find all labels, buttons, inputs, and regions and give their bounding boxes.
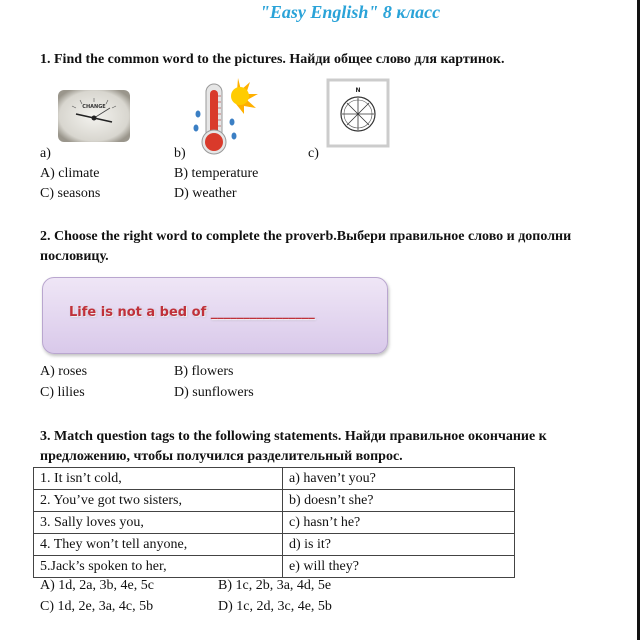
- q3-option-d[interactable]: D) 1c, 2d, 3c, 4e, 5b: [218, 599, 332, 614]
- table-row: [34, 468, 515, 490]
- q2-option-c[interactable]: C) lilies: [40, 385, 85, 400]
- q1-option-c[interactable]: C) seasons: [40, 186, 101, 201]
- compass-rose-icon: [326, 78, 390, 153]
- q3-option-c[interactable]: C) 1d, 2e, 3a, 4c, 5b: [40, 599, 154, 614]
- barometer-icon: [58, 90, 130, 147]
- picture-label-a: a): [40, 146, 51, 161]
- tag-cell: e) will they?: [283, 556, 515, 578]
- question-2-heading: [40, 227, 625, 267]
- statement-cell: 3. Sally loves you,: [34, 512, 283, 534]
- table-row: [34, 556, 515, 578]
- statement-cell: 2. You’ve got two sisters,: [34, 490, 283, 512]
- page-title: "Easy English" 8 класс: [259, 2, 441, 22]
- tag-cell: a) haven’t you?: [283, 468, 515, 490]
- q2-option-a[interactable]: A) roses: [40, 364, 88, 379]
- thermometer-sun-icon: [188, 76, 260, 163]
- question-1-heading: 1. Find the common word to the pictures. Найди общее слово для картинок.: [40, 52, 505, 67]
- q2-option-d[interactable]: D) sunflowers: [174, 385, 254, 400]
- proverb-text: Life is not a bed of ________________: [69, 305, 315, 320]
- compass-north-label: N: [355, 87, 361, 94]
- table-row: [34, 490, 515, 512]
- tag-cell: d) is it?: [283, 534, 515, 556]
- picture-label-c: c): [308, 146, 319, 161]
- statement-cell: 4. They won’t tell anyone,: [34, 534, 283, 556]
- statement-cell: 1. It isn’t cold,: [34, 468, 283, 490]
- q1-option-a[interactable]: A) climate: [40, 166, 100, 181]
- picture-label-b: b): [174, 146, 186, 161]
- table-row: [34, 512, 515, 534]
- q1-option-d[interactable]: D) weather: [174, 186, 237, 201]
- question-3-heading-line-2: предложению, чтобы получился разделительный вопрос.: [40, 449, 403, 464]
- barometer-label: CHANGE: [82, 104, 106, 110]
- question-3-heading: [40, 427, 625, 467]
- q2-option-b[interactable]: B) flowers: [174, 364, 234, 379]
- matching-table: [33, 467, 515, 578]
- question-3-heading-line-1: 3. Match question tags to the following statements. Найди правильное окончание к: [40, 429, 547, 444]
- q3-option-b[interactable]: B) 1c, 2b, 3a, 4d, 5e: [218, 578, 332, 593]
- tag-cell: b) doesn’t she?: [283, 490, 515, 512]
- q3-option-a[interactable]: A) 1d, 2a, 3b, 4e, 5c: [40, 578, 154, 593]
- table-row: [34, 534, 515, 556]
- proverb-box: [42, 277, 388, 354]
- q1-option-b[interactable]: B) temperature: [174, 166, 259, 181]
- statement-cell: 5.Jack’s spoken to her,: [34, 556, 283, 578]
- question-2-heading-line-1: 2. Choose the right word to complete the proverb.Выбери правильное слово и дополни: [40, 229, 572, 244]
- tag-cell: c) hasn’t he?: [283, 512, 515, 534]
- question-2-heading-line-2: пословицу.: [40, 249, 109, 264]
